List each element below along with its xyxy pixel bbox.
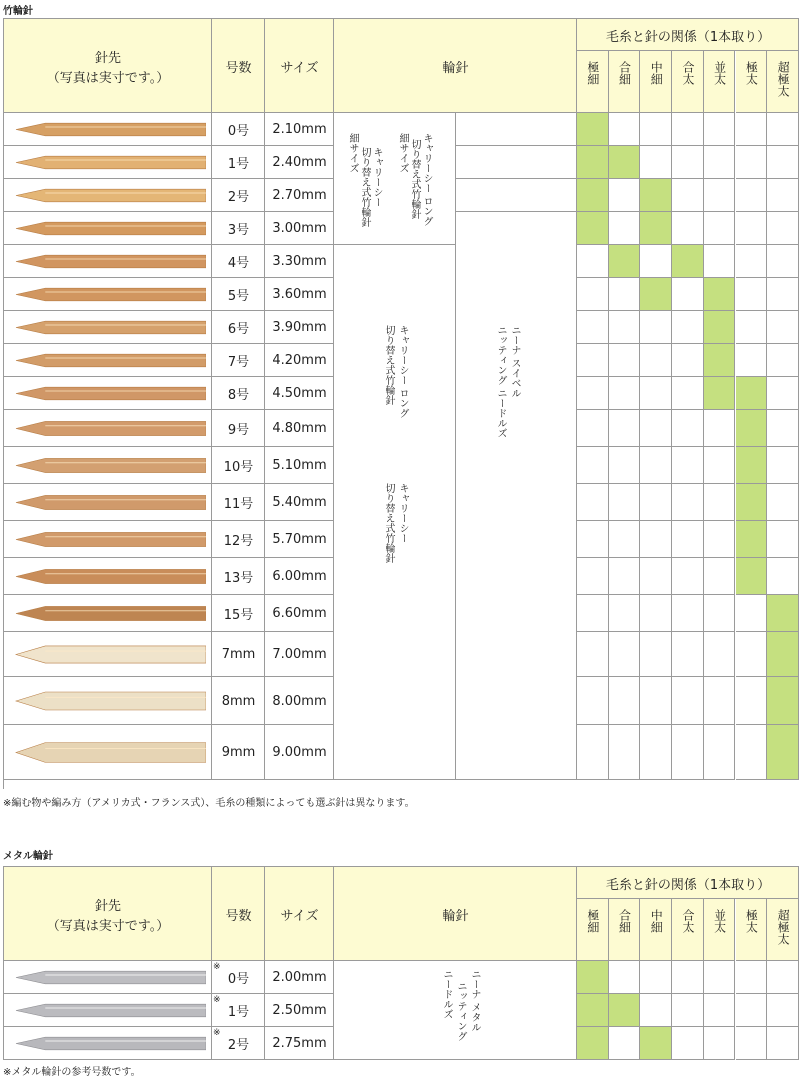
yarn-cell bbox=[736, 447, 768, 484]
yarn-cell bbox=[736, 558, 768, 595]
yarn-cell bbox=[672, 113, 704, 146]
yarn-cell bbox=[767, 447, 799, 484]
yarn-cell bbox=[640, 447, 672, 484]
yarn-cell bbox=[672, 146, 704, 179]
needle-number: 10号 bbox=[223, 460, 254, 475]
yarn-cell bbox=[736, 377, 768, 410]
yarn-cell bbox=[609, 725, 641, 780]
label-carrysea-1: キャリーシー bbox=[371, 147, 382, 207]
yarn-cell bbox=[672, 311, 704, 344]
section-title-bamboo: 竹輪針 bbox=[3, 6, 33, 17]
header-relation-label: 毛糸と針の関係（1本取り） bbox=[605, 877, 771, 893]
yarn-cell bbox=[767, 245, 799, 278]
yarn-cell bbox=[704, 245, 736, 278]
label-nina-2: ニッティング ニードルズ bbox=[495, 325, 506, 439]
yarn-cell bbox=[672, 344, 704, 377]
yarn-cell bbox=[767, 1027, 799, 1060]
needle-number: 7号 bbox=[227, 355, 250, 370]
needle-image bbox=[10, 632, 206, 677]
yarn-cell bbox=[672, 245, 704, 278]
yarn-cell bbox=[672, 278, 704, 311]
label-nina-1: ニーナ スイベル bbox=[509, 325, 520, 399]
header-yarn-label: 極太 bbox=[744, 909, 759, 933]
label-carrysea-normal-2: 切り替え式竹輪針 bbox=[383, 483, 394, 563]
yarn-cell bbox=[736, 521, 768, 558]
needle-number: 2号 bbox=[227, 1038, 250, 1053]
yarn-cell bbox=[736, 725, 768, 780]
needle-size: 3.90mm bbox=[272, 320, 327, 335]
header-yarn-label: 合太 bbox=[680, 909, 695, 933]
yarn-cell bbox=[736, 595, 768, 632]
yarn-cell bbox=[609, 595, 641, 632]
yarn-cell bbox=[704, 961, 736, 994]
needle-image bbox=[10, 245, 206, 278]
yarn-cell bbox=[609, 521, 641, 558]
needle-size: 2.00mm bbox=[272, 970, 327, 985]
needle-image bbox=[10, 484, 206, 521]
needle-size: 2.40mm bbox=[272, 155, 327, 170]
needle-size: 2.75mm bbox=[272, 1036, 327, 1051]
header-circular-label: 輪針 bbox=[442, 60, 469, 76]
yarn-cell bbox=[767, 961, 799, 994]
needle-number: 6号 bbox=[227, 322, 250, 337]
yarn-cell bbox=[640, 179, 672, 212]
header-tip-sub: （写真は実寸です。） bbox=[46, 70, 170, 86]
yarn-cell bbox=[736, 410, 768, 447]
yarn-cell bbox=[577, 521, 609, 558]
needle-image bbox=[10, 146, 206, 179]
yarn-cell bbox=[672, 1027, 704, 1060]
reference-mark: ※ bbox=[213, 995, 221, 1005]
yarn-cell bbox=[609, 146, 641, 179]
label-carrysea-long-1: キャリーシー ロング bbox=[421, 133, 432, 227]
header-relation-label: 毛糸と針の関係（1本取り） bbox=[605, 29, 771, 45]
yarn-cell bbox=[640, 410, 672, 447]
circ-row-line bbox=[456, 113, 577, 146]
bamboo-note: ※編む物や編み方（アメリカ式・フランス式）、毛糸の種類によっても選ぶ針は異なります。 bbox=[3, 798, 415, 809]
yarn-cell bbox=[609, 447, 641, 484]
yarn-cell bbox=[672, 725, 704, 780]
yarn-cell bbox=[577, 677, 609, 725]
yarn-cell bbox=[640, 278, 672, 311]
yarn-cell bbox=[767, 146, 799, 179]
yarn-cell bbox=[609, 377, 641, 410]
header-yarn-label: 超極太 bbox=[776, 61, 791, 97]
needle-number: 11号 bbox=[223, 497, 254, 512]
needle-image bbox=[10, 725, 206, 780]
needle-number: 9号 bbox=[227, 423, 250, 438]
yarn-cell bbox=[736, 632, 768, 677]
needle-image bbox=[10, 410, 206, 447]
yarn-cell bbox=[609, 994, 641, 1027]
yarn-cell bbox=[704, 179, 736, 212]
yarn-cell bbox=[577, 1027, 609, 1060]
yarn-cell bbox=[704, 447, 736, 484]
yarn-cell bbox=[640, 377, 672, 410]
yarn-cell bbox=[577, 311, 609, 344]
yarn-cell bbox=[704, 212, 736, 245]
yarn-cell bbox=[736, 344, 768, 377]
yarn-cell bbox=[640, 677, 672, 725]
label-carrysea-2: 切り替え式竹輪針 bbox=[359, 147, 370, 227]
yarn-cell bbox=[577, 245, 609, 278]
needle-number: 8号 bbox=[227, 388, 250, 403]
yarn-cell bbox=[736, 179, 768, 212]
needle-image bbox=[10, 994, 206, 1027]
needle-image bbox=[10, 595, 206, 632]
yarn-cell bbox=[609, 484, 641, 521]
yarn-cell bbox=[704, 146, 736, 179]
needle-number: 8mm bbox=[221, 693, 256, 709]
label-carrysea-3: 細サイズ bbox=[347, 133, 358, 173]
metal-note: ※メタル輪針の参考号数です。 bbox=[3, 1067, 141, 1078]
needle-image bbox=[10, 278, 206, 311]
yarn-cell bbox=[609, 1027, 641, 1060]
yarn-cell bbox=[672, 484, 704, 521]
yarn-cell bbox=[577, 212, 609, 245]
yarn-cell bbox=[577, 994, 609, 1027]
yarn-cell bbox=[767, 179, 799, 212]
yarn-cell bbox=[609, 558, 641, 595]
yarn-cell bbox=[672, 447, 704, 484]
label-long-2: 切り替え式竹輪針 bbox=[383, 325, 394, 405]
yarn-cell bbox=[736, 677, 768, 725]
header-yarn-label: 中細 bbox=[649, 61, 664, 85]
needle-number: 2号 bbox=[227, 190, 250, 205]
yarn-cell bbox=[640, 311, 672, 344]
needle-size: 5.70mm bbox=[272, 532, 327, 547]
yarn-cell bbox=[609, 212, 641, 245]
yarn-cell bbox=[736, 212, 768, 245]
needle-number: 12号 bbox=[223, 534, 254, 549]
yarn-cell bbox=[609, 278, 641, 311]
needle-image bbox=[10, 311, 206, 344]
yarn-cell bbox=[672, 179, 704, 212]
header-tip-label: 針先 bbox=[94, 898, 121, 914]
yarn-cell bbox=[672, 677, 704, 725]
header-yarn-label: 並太 bbox=[712, 909, 727, 933]
yarn-cell bbox=[640, 521, 672, 558]
yarn-cell bbox=[704, 113, 736, 146]
needle-image bbox=[10, 677, 206, 725]
yarn-cell bbox=[704, 311, 736, 344]
yarn-cell bbox=[640, 212, 672, 245]
yarn-cell bbox=[577, 595, 609, 632]
needle-size: 9.00mm bbox=[272, 745, 327, 760]
yarn-cell bbox=[767, 677, 799, 725]
yarn-cell bbox=[704, 410, 736, 447]
yarn-cell bbox=[672, 994, 704, 1027]
header-tip-sub: （写真は実寸です。） bbox=[46, 918, 170, 934]
reference-mark: ※ bbox=[213, 1028, 221, 1038]
yarn-cell bbox=[640, 344, 672, 377]
label-carrysea-long-2: 切り替え式竹輪針 bbox=[409, 139, 420, 219]
yarn-cell bbox=[577, 632, 609, 677]
yarn-cell bbox=[609, 179, 641, 212]
yarn-cell bbox=[640, 558, 672, 595]
yarn-cell bbox=[577, 558, 609, 595]
yarn-cell bbox=[640, 146, 672, 179]
yarn-cell bbox=[736, 994, 768, 1027]
yarn-cell bbox=[577, 484, 609, 521]
header-yarn-label: 合細 bbox=[617, 61, 632, 85]
needle-image bbox=[10, 212, 206, 245]
yarn-cell bbox=[609, 344, 641, 377]
yarn-cell bbox=[640, 113, 672, 146]
header-number-label: 号数 bbox=[225, 60, 252, 76]
yarn-cell bbox=[672, 410, 704, 447]
reference-mark: ※ bbox=[213, 962, 221, 972]
metal-table bbox=[3, 866, 799, 1060]
yarn-cell bbox=[767, 377, 799, 410]
yarn-cell bbox=[767, 484, 799, 521]
needle-image bbox=[10, 961, 206, 994]
yarn-cell bbox=[577, 725, 609, 780]
yarn-cell bbox=[704, 484, 736, 521]
label-metal-3: ニードルズ bbox=[441, 969, 452, 1019]
needle-number: 0号 bbox=[227, 124, 250, 139]
needle-image bbox=[10, 558, 206, 595]
yarn-cell bbox=[767, 410, 799, 447]
yarn-cell bbox=[704, 1027, 736, 1060]
header-tip-label: 針先 bbox=[94, 50, 121, 66]
yarn-cell bbox=[704, 521, 736, 558]
needle-size: 5.10mm bbox=[272, 458, 327, 473]
header-size-label: サイズ bbox=[280, 908, 319, 924]
label-metal-1: ニーナ メタル bbox=[469, 969, 480, 1033]
needle-size: 6.00mm bbox=[272, 569, 327, 584]
label-long-1: キャリーシー ロング bbox=[397, 325, 408, 419]
yarn-cell bbox=[736, 1027, 768, 1060]
yarn-cell bbox=[577, 377, 609, 410]
header-yarn-label: 合細 bbox=[617, 909, 632, 933]
needle-number: 5号 bbox=[227, 289, 250, 304]
yarn-cell bbox=[609, 113, 641, 146]
yarn-cell bbox=[672, 521, 704, 558]
needle-size: 3.60mm bbox=[272, 287, 327, 302]
yarn-cell bbox=[577, 410, 609, 447]
yarn-cell bbox=[736, 311, 768, 344]
needle-image bbox=[10, 179, 206, 212]
yarn-cell bbox=[609, 677, 641, 725]
header-yarn-label: 中細 bbox=[649, 909, 664, 933]
yarn-cell bbox=[704, 994, 736, 1027]
yarn-cell bbox=[704, 278, 736, 311]
label-carrysea-long-3: 細サイズ bbox=[397, 133, 408, 173]
label-metal-2: ニッティング bbox=[455, 981, 466, 1041]
needle-number: 13号 bbox=[223, 571, 254, 586]
yarn-cell bbox=[736, 245, 768, 278]
needle-number: 7mm bbox=[221, 647, 256, 662]
yarn-cell bbox=[672, 377, 704, 410]
header-yarn-label: 合太 bbox=[680, 61, 695, 85]
yarn-cell bbox=[577, 278, 609, 311]
needle-number: 3号 bbox=[227, 223, 250, 238]
yarn-cell bbox=[640, 994, 672, 1027]
yarn-cell bbox=[767, 725, 799, 780]
needle-number: 0号 bbox=[227, 972, 250, 987]
yarn-cell bbox=[736, 113, 768, 146]
needle-number: 1号 bbox=[227, 1005, 250, 1020]
needle-image bbox=[10, 447, 206, 484]
yarn-cell bbox=[736, 484, 768, 521]
yarn-cell bbox=[609, 311, 641, 344]
yarn-cell bbox=[736, 278, 768, 311]
needle-number: 15号 bbox=[223, 608, 254, 623]
needle-number: 1号 bbox=[227, 157, 250, 172]
needle-size: 4.50mm bbox=[272, 386, 327, 401]
header-yarn-label: 超極太 bbox=[776, 909, 791, 945]
yarn-cell bbox=[767, 113, 799, 146]
needle-size: 4.20mm bbox=[272, 353, 327, 368]
yarn-cell bbox=[640, 961, 672, 994]
needle-image bbox=[10, 521, 206, 558]
yarn-cell bbox=[609, 632, 641, 677]
yarn-cell bbox=[609, 245, 641, 278]
header-yarn-label: 極細 bbox=[585, 61, 600, 85]
circ-row-line bbox=[456, 179, 577, 212]
header-yarn-label: 並太 bbox=[712, 61, 727, 85]
bamboo-table bbox=[3, 18, 799, 789]
yarn-cell bbox=[704, 344, 736, 377]
yarn-cell bbox=[736, 146, 768, 179]
yarn-cell bbox=[672, 558, 704, 595]
yarn-cell bbox=[767, 632, 799, 677]
needle-image bbox=[10, 113, 206, 146]
header-size-label: サイズ bbox=[280, 60, 319, 76]
circ-block-carrysea-long bbox=[334, 245, 456, 780]
header-yarn-label: 極細 bbox=[585, 909, 600, 933]
needle-image bbox=[10, 1027, 206, 1060]
yarn-cell bbox=[640, 245, 672, 278]
yarn-cell bbox=[704, 632, 736, 677]
yarn-cell bbox=[577, 447, 609, 484]
circ-block-nina bbox=[456, 212, 577, 780]
needle-size: 8.00mm bbox=[272, 693, 327, 709]
yarn-cell bbox=[704, 595, 736, 632]
yarn-cell bbox=[767, 521, 799, 558]
needle-size: 6.60mm bbox=[272, 606, 327, 621]
needle-size: 2.50mm bbox=[272, 1003, 327, 1018]
needle-number: 9mm bbox=[221, 745, 256, 760]
yarn-cell bbox=[577, 961, 609, 994]
needle-size: 7.00mm bbox=[272, 647, 327, 662]
needle-size: 2.10mm bbox=[272, 122, 327, 137]
needle-size: 5.40mm bbox=[272, 495, 327, 510]
yarn-cell bbox=[704, 725, 736, 780]
header-number-label: 号数 bbox=[225, 908, 252, 924]
needle-image bbox=[10, 344, 206, 377]
yarn-cell bbox=[672, 961, 704, 994]
yarn-cell bbox=[704, 377, 736, 410]
yarn-cell bbox=[577, 146, 609, 179]
yarn-cell bbox=[767, 344, 799, 377]
yarn-cell bbox=[767, 558, 799, 595]
yarn-cell bbox=[767, 994, 799, 1027]
needle-number: 4号 bbox=[227, 256, 250, 271]
yarn-cell bbox=[767, 212, 799, 245]
yarn-cell bbox=[609, 961, 641, 994]
needle-size: 2.70mm bbox=[272, 188, 327, 203]
yarn-cell bbox=[672, 212, 704, 245]
yarn-cell bbox=[577, 113, 609, 146]
yarn-cell bbox=[704, 677, 736, 725]
header-yarn-label: 極太 bbox=[744, 61, 759, 85]
yarn-cell bbox=[640, 725, 672, 780]
yarn-cell bbox=[767, 311, 799, 344]
yarn-cell bbox=[640, 484, 672, 521]
label-carrysea-normal-1: キャリーシー bbox=[397, 483, 408, 543]
yarn-cell bbox=[767, 595, 799, 632]
yarn-cell bbox=[736, 961, 768, 994]
needle-image bbox=[10, 377, 206, 410]
yarn-cell bbox=[640, 1027, 672, 1060]
yarn-cell bbox=[577, 179, 609, 212]
needle-size: 3.30mm bbox=[272, 254, 327, 269]
yarn-cell bbox=[640, 595, 672, 632]
circ-row-line bbox=[456, 146, 577, 179]
section-title-metal: メタル輪針 bbox=[3, 851, 53, 862]
yarn-cell bbox=[640, 632, 672, 677]
yarn-cell bbox=[672, 595, 704, 632]
yarn-cell bbox=[672, 632, 704, 677]
yarn-cell bbox=[609, 410, 641, 447]
needle-size: 3.00mm bbox=[272, 221, 327, 236]
yarn-cell bbox=[577, 344, 609, 377]
header-circular-label: 輪針 bbox=[442, 908, 469, 924]
yarn-cell bbox=[704, 558, 736, 595]
needle-size: 4.80mm bbox=[272, 421, 327, 436]
yarn-cell bbox=[767, 278, 799, 311]
